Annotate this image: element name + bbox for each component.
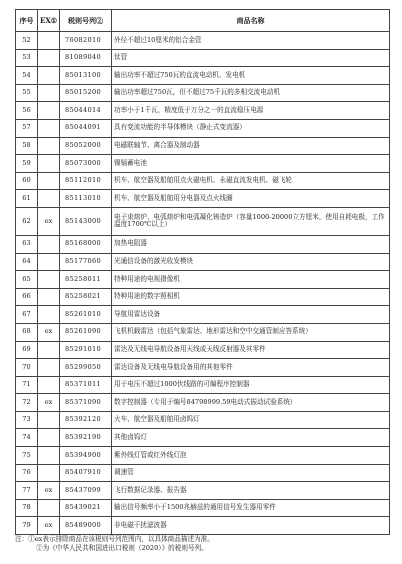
footnote-2: ②为《中华人民共和国进出口税则（2020）》的税则号列。 bbox=[36, 544, 208, 552]
row-product-name: 雷达及无线电导航设备用天线或天线反射器及其零件 bbox=[112, 341, 390, 359]
row-ex-flag bbox=[38, 306, 60, 324]
row-product-name: 数字控制器（专用于编号84798999.59电动式振动试验系统） bbox=[112, 394, 390, 412]
row-ex-flag bbox=[38, 49, 60, 67]
row-product-name: 飞机机载雷达（包括气象雷达、地形雷达和空中交通管制应答系统） bbox=[112, 323, 390, 341]
row-tariff-code: 85439021 bbox=[60, 499, 112, 517]
row-serial: 54 bbox=[16, 67, 38, 85]
row-product-name: 输出功率超过750瓦，但不超过75千瓦的多相交流电动机 bbox=[112, 84, 390, 102]
row-serial: 77 bbox=[16, 482, 38, 500]
row-serial: 62 bbox=[16, 207, 38, 235]
row-product-name: 其他卤钨灯 bbox=[112, 429, 390, 447]
row-ex-flag bbox=[38, 67, 60, 85]
table-row bbox=[16, 49, 390, 67]
row-ex-flag bbox=[38, 119, 60, 137]
table-row bbox=[16, 119, 390, 137]
table-row bbox=[16, 359, 390, 377]
table-header-row bbox=[16, 10, 390, 32]
row-product-name: 火车、航空器及船舶用卤钨灯 bbox=[112, 411, 390, 429]
row-tariff-code: 85291010 bbox=[60, 341, 112, 359]
row-tariff-code: 85044014 bbox=[60, 102, 112, 120]
table-row bbox=[16, 253, 390, 271]
row-serial: 59 bbox=[16, 155, 38, 173]
row-product-name: 机车、航空器及船舶用点火磁电机、永磁直流发电机、磁飞轮 bbox=[112, 172, 390, 190]
row-ex-flag: ex bbox=[38, 482, 60, 500]
footnotes bbox=[15, 535, 389, 553]
row-tariff-code: 85258021 bbox=[60, 288, 112, 306]
table-row bbox=[16, 32, 390, 50]
row-tariff-code: 85407910 bbox=[60, 464, 112, 482]
row-tariff-code: 85112010 bbox=[60, 172, 112, 190]
row-serial: 58 bbox=[16, 137, 38, 155]
table-body bbox=[16, 32, 390, 535]
row-serial: 52 bbox=[16, 32, 38, 50]
row-product-name: 非电磁干扰滤波器 bbox=[112, 517, 390, 535]
row-tariff-code: 85168000 bbox=[60, 235, 112, 253]
row-tariff-code: 85394900 bbox=[60, 447, 112, 465]
row-serial: 79 bbox=[16, 517, 38, 535]
row-tariff-code: 85489000 bbox=[60, 517, 112, 535]
table-row bbox=[16, 394, 390, 412]
row-tariff-code: 85261090 bbox=[60, 323, 112, 341]
row-tariff-code: 85177060 bbox=[60, 253, 112, 271]
row-ex-flag bbox=[38, 32, 60, 50]
row-serial: 67 bbox=[16, 306, 38, 324]
row-ex-flag bbox=[38, 376, 60, 394]
row-product-name: 雷达设备及无线电导航设备用的其他零件 bbox=[112, 359, 390, 377]
row-serial: 66 bbox=[16, 288, 38, 306]
header-tariff-code: 税则号列② bbox=[60, 10, 112, 32]
row-ex-flag bbox=[38, 84, 60, 102]
row-ex-flag bbox=[38, 253, 60, 271]
row-product-name: 特种用途的电视摄像机 bbox=[112, 271, 390, 289]
row-tariff-code: 85392190 bbox=[60, 429, 112, 447]
row-serial: 70 bbox=[16, 359, 38, 377]
row-ex-flag bbox=[38, 429, 60, 447]
table-row bbox=[16, 84, 390, 102]
row-ex-flag: ex bbox=[38, 394, 60, 412]
row-tariff-code: 85113010 bbox=[60, 190, 112, 208]
row-serial: 57 bbox=[16, 119, 38, 137]
table-row bbox=[16, 190, 390, 208]
row-product-name: 用于电压不超过1000伏线路的可编程序控制器 bbox=[112, 376, 390, 394]
row-ex-flag bbox=[38, 102, 60, 120]
table-row bbox=[16, 499, 390, 517]
row-serial: 64 bbox=[16, 253, 38, 271]
table-row bbox=[16, 341, 390, 359]
table-row bbox=[16, 137, 390, 155]
row-product-name: 输出信号频率小于1500兆赫兹的通用信号发生器用零件 bbox=[112, 499, 390, 517]
table-row bbox=[16, 411, 390, 429]
row-tariff-code: 85052000 bbox=[60, 137, 112, 155]
row-ex-flag bbox=[38, 271, 60, 289]
row-tariff-code: 85392120 bbox=[60, 411, 112, 429]
row-serial: 61 bbox=[16, 190, 38, 208]
row-ex-flag: ex bbox=[38, 323, 60, 341]
row-product-name: 飞行数据记录器、报告器 bbox=[112, 482, 390, 500]
table-row bbox=[16, 67, 390, 85]
table-row bbox=[16, 235, 390, 253]
row-ex-flag bbox=[38, 190, 60, 208]
row-ex-flag: ex bbox=[38, 517, 60, 535]
row-serial: 69 bbox=[16, 341, 38, 359]
row-tariff-code: 85371011 bbox=[60, 376, 112, 394]
row-product-name: 导航用雷达设备 bbox=[112, 306, 390, 324]
row-product-name: 钛管 bbox=[112, 49, 390, 67]
row-product-name: 外径不超过10厘米的铝合金管 bbox=[112, 32, 390, 50]
table-row bbox=[16, 207, 390, 235]
table-row bbox=[16, 429, 390, 447]
row-tariff-code: 85371090 bbox=[60, 394, 112, 412]
row-tariff-code: 85073000 bbox=[60, 155, 112, 173]
row-serial: 75 bbox=[16, 447, 38, 465]
footnote-1: 注：①ex表示排除商品在该税则号列范围内，以具体商品描述为准。 bbox=[15, 535, 214, 543]
row-ex-flag bbox=[38, 499, 60, 517]
row-product-name: 电磁联轴节、离合器及制动器 bbox=[112, 137, 390, 155]
row-ex-flag bbox=[38, 447, 60, 465]
row-serial: 76 bbox=[16, 464, 38, 482]
row-tariff-code: 85044091 bbox=[60, 119, 112, 137]
row-serial: 63 bbox=[16, 235, 38, 253]
table-row bbox=[16, 102, 390, 120]
table-row bbox=[16, 376, 390, 394]
row-tariff-code: 85013100 bbox=[60, 67, 112, 85]
table-row bbox=[16, 172, 390, 190]
table-row bbox=[16, 323, 390, 341]
row-product-name: 功率小于1千瓦，精度低于万分之一的直流稳压电源 bbox=[112, 102, 390, 120]
row-serial: 78 bbox=[16, 499, 38, 517]
row-product-name: 输出功率不超过750瓦的直流电动机、发电机 bbox=[112, 67, 390, 85]
row-serial: 73 bbox=[16, 411, 38, 429]
row-tariff-code: 85437099 bbox=[60, 482, 112, 500]
table-row bbox=[16, 517, 390, 535]
row-serial: 60 bbox=[16, 172, 38, 190]
row-product-name: 特种用途的数字照相机 bbox=[112, 288, 390, 306]
table-row bbox=[16, 306, 390, 324]
row-ex-flag bbox=[38, 411, 60, 429]
row-serial: 53 bbox=[16, 49, 38, 67]
row-ex-flag bbox=[38, 464, 60, 482]
row-tariff-code: 76082010 bbox=[60, 32, 112, 50]
row-tariff-code: 85143000 bbox=[60, 207, 112, 235]
row-ex-flag bbox=[38, 235, 60, 253]
row-serial: 56 bbox=[16, 102, 38, 120]
row-tariff-code: 81089040 bbox=[60, 49, 112, 67]
table-row bbox=[16, 271, 390, 289]
row-tariff-code: 85299050 bbox=[60, 359, 112, 377]
row-product-name: 电子束熔炉、电弧熔炉和电弧凝化铸造炉（容量1000-20000立方厘米，使用自耗电极，工作温度1700℃以上） bbox=[112, 207, 390, 235]
row-serial: 68 bbox=[16, 323, 38, 341]
row-ex-flag bbox=[38, 341, 60, 359]
table-row bbox=[16, 482, 390, 500]
row-ex-flag bbox=[38, 137, 60, 155]
row-tariff-code: 85261010 bbox=[60, 306, 112, 324]
row-tariff-code: 85015200 bbox=[60, 84, 112, 102]
row-product-name: 机车、航空器及船舶用分电器及点火线圈 bbox=[112, 190, 390, 208]
row-product-name: 紫外线灯管或红外线灯泡 bbox=[112, 447, 390, 465]
table-row bbox=[16, 155, 390, 173]
row-serial: 72 bbox=[16, 394, 38, 412]
row-serial: 74 bbox=[16, 429, 38, 447]
row-ex-flag: ex bbox=[38, 207, 60, 235]
table-row bbox=[16, 288, 390, 306]
header-ex: EX① bbox=[38, 10, 60, 32]
row-product-name: 镍镉蓄电池 bbox=[112, 155, 390, 173]
row-product-name: 光通信设备的激光收发模块 bbox=[112, 253, 390, 271]
row-product-name: 加热电阻器 bbox=[112, 235, 390, 253]
table-row bbox=[16, 447, 390, 465]
row-tariff-code: 85258011 bbox=[60, 271, 112, 289]
row-ex-flag bbox=[38, 359, 60, 377]
row-ex-flag bbox=[38, 288, 60, 306]
header-serial: 序号 bbox=[16, 10, 38, 32]
row-serial: 55 bbox=[16, 84, 38, 102]
row-serial: 71 bbox=[16, 376, 38, 394]
header-product-name: 商品名称 bbox=[112, 10, 390, 32]
row-product-name: 调速管 bbox=[112, 464, 390, 482]
row-product-name: 具有变流功能的半导体模块（静止式变流器） bbox=[112, 119, 390, 137]
commodity-table bbox=[15, 9, 390, 535]
row-ex-flag bbox=[38, 172, 60, 190]
row-serial: 65 bbox=[16, 271, 38, 289]
table-row bbox=[16, 464, 390, 482]
row-ex-flag bbox=[38, 155, 60, 173]
